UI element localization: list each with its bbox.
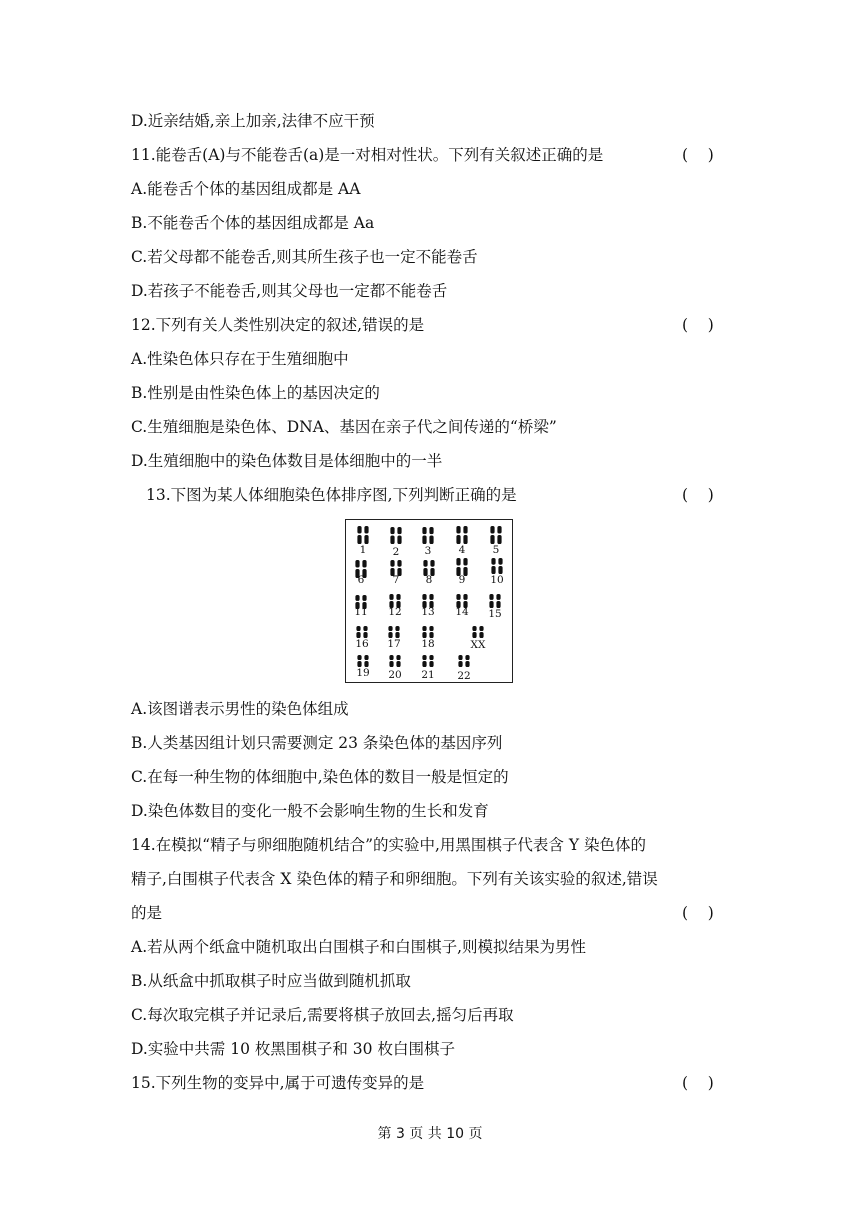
option-line: D.实验中共需 10 枚黑围棋子和 30 枚白围棋子 [131,1040,455,1058]
chromosome-label: 5 [492,544,500,556]
chromosome-label: 14 [455,606,469,618]
answer-blank: ( ) [682,904,714,922]
chromosome-arm [422,655,426,660]
chromosome-arm [362,595,366,601]
question-14-stem-cont: 的是 [131,904,163,922]
chromosome-label: 15 [488,608,502,620]
chromosome-label: 8 [425,574,433,586]
chromosome-pair [422,626,433,638]
chromosome-arm [397,527,401,534]
chromosome-pair [357,526,368,544]
option-line: B.从纸盒中抓取棋子时应当做到随机抓取 [131,972,411,990]
chromosome-label: 19 [356,667,370,679]
chromosome-pair [456,526,467,544]
chromosome-arm [489,594,493,600]
chromosome-arm [396,594,400,600]
chromosome-arm [364,535,368,544]
option-line: A.性染色体只存在于生殖细胞中 [131,350,349,368]
chromosome-arm [472,626,476,631]
chromosome-arm [458,661,462,667]
chromosome-arm [496,601,500,608]
question-12-stem: 12.下列有关人类性别决定的叙述,错误的是 [131,316,425,334]
option-line: D.生殖细胞中的染色体数目是体细胞中的一半 [131,452,443,470]
answer-blank: ( ) [682,486,714,504]
chromosome-arm [422,626,426,631]
chromosome-label: 9 [458,574,466,586]
chromosome-label: 18 [421,638,435,650]
chromosome-arm [498,558,502,565]
chromosome-label: XX [470,639,486,651]
option-line: A.能卷舌个体的基因组成都是 AA [131,180,361,198]
chromosome-label: 3 [424,545,432,557]
chromosome-arm [490,526,494,534]
chromosome-arm [465,661,469,667]
chromosome-arm [390,536,394,545]
chromosome-arm [355,595,359,601]
chromosome-arm [395,626,399,631]
chromosome-arm [429,655,433,660]
chromosome-arm [456,535,460,544]
chromosome-pair [422,655,433,667]
chromosome-arm [491,558,495,565]
chromosome-arm [497,526,501,534]
question-11-stem: 11.能卷舌(A)与不能卷舌(a)是一对相对性状。下列有关叙述正确的是 [131,146,604,164]
answer-blank: ( ) [682,1074,714,1092]
option-line: A.该图谱表示男性的染色体组成 [131,700,349,718]
chromosome-label: 11 [354,606,368,618]
chromosome-arm [357,526,361,534]
chromosome-arm [356,626,360,631]
chromosome-arm [496,594,500,600]
chromosome-arm [498,566,502,574]
chromosome-arm [357,655,361,660]
chromosome-arm [490,535,494,544]
chromosome-pair [356,626,367,638]
chromosome-arm [430,560,434,567]
answer-blank: ( ) [682,316,714,334]
chromosome-label: 10 [490,574,504,586]
chromosome-pair [458,655,469,667]
chromosome-pair [422,527,433,544]
chromosome-arm [472,632,476,638]
chromosome-arm [396,655,400,660]
question-14-stem: 14.在模拟“精子与卵细胞随机结合”的实验中,用黑围棋子代表含 Y 染色体的 [131,836,647,854]
option-line: C.生殖细胞是染色体、DNA、基因在亲子代之间传递的“桥梁” [131,418,557,436]
option-line: B.不能卷舌个体的基因组成都是 Aa [131,214,375,232]
chromosome-arm [422,527,426,534]
chromosome-arm [364,526,368,534]
chromosome-arm [355,560,359,568]
chromosome-label: 2 [392,546,400,558]
chromosome-arm [429,626,433,631]
option-line: D.近亲结婚,亲上加亲,法律不应干预 [131,112,375,130]
chromosome-label: 13 [421,606,435,618]
chromosome-pair [389,655,400,667]
chromosome-pair [357,655,368,667]
chromosome-label: 12 [388,606,402,618]
chromosome-label: 20 [388,669,402,681]
question-13-stem: 13.下图为某人体细胞染色体排序图,下列判断正确的是 [146,486,517,504]
chromosome-arm [429,594,433,600]
chromosome-arm [429,527,433,534]
chromosome-label: 1 [359,544,367,556]
option-line: A.若从两个纸盒中随机取出白围棋子和白围棋子,则模拟结果为男性 [131,938,587,956]
chromosome-arm [362,560,366,568]
chromosome-arm [489,601,493,608]
chromosome-arm [389,594,393,600]
question-15-stem: 15.下列生物的变异中,属于可遗传变异的是 [131,1074,425,1092]
chromosome-arm [465,655,469,660]
chromosome-arm [422,536,426,545]
chromosome-arm [456,594,460,600]
chromosome-arm [357,535,361,544]
chromosome-arm [389,661,393,667]
karyotype-figure [345,519,513,683]
chromosome-label: 16 [355,638,369,650]
option-line: C.每次取完棋子并记录后,需要将棋子放回去,摇匀后再取 [131,1006,514,1024]
chromosome-arm [463,535,467,544]
chromosome-arm [429,661,433,667]
chromosome-arm [422,594,426,600]
chromosome-arm [456,526,460,534]
chromosome-arm [363,626,367,631]
chromosome-label: 21 [421,669,435,681]
chromosome-arm [364,655,368,660]
option-line: C.若父母都不能卷舌,则其所生孩子也一定不能卷舌 [131,248,478,266]
chromosome-arm [456,558,460,566]
chromosome-label: 22 [457,670,471,681]
chromosome-label: 7 [392,574,400,586]
chromosome-arm [389,655,393,660]
chromosome-arm [396,661,400,667]
page-footer: 第 3 页 共 10 页 [377,1126,483,1142]
option-line: B.人类基因组计划只需要测定 23 条染色体的基因序列 [131,734,503,752]
answer-blank: ( ) [682,146,714,164]
chromosome-arm [423,560,427,567]
chromosome-label: 17 [387,638,401,650]
chromosome-pair [489,594,500,608]
chromosome-arm [479,632,483,638]
chromosome-arm [388,626,392,631]
chromosome-pair [472,626,483,638]
chromosome-pair [390,527,401,544]
chromosome-pair [491,558,502,574]
chromosome-pair [388,626,399,638]
chromosome-arm [390,527,394,534]
chromosome-arm [458,655,462,660]
option-line: D.若孩子不能卷舌,则其父母也一定都不能卷舌 [131,282,448,300]
option-line: C.在每一种生物的体细胞中,染色体的数目一般是恒定的 [131,768,509,786]
chromosome-arm [463,558,467,566]
option-line: D.染色体数目的变化一般不会影响生物的生长和发育 [131,802,489,820]
chromosome-label: 6 [357,574,365,586]
chromosome-arm [390,560,394,567]
option-line: B.性别是由性染色体上的基因决定的 [131,384,380,402]
chromosome-arm [479,626,483,631]
chromosome-arm [491,566,495,574]
chromosome-arm [463,526,467,534]
chromosome-arm [397,536,401,545]
chromosome-arm [463,594,467,600]
chromosome-arm [497,535,501,544]
chromosome-pair [490,526,501,544]
chromosome-arm [429,536,433,545]
question-14-stem-cont: 精子,白围棋子代表含 X 染色体的精子和卵细胞。下列有关该实验的叙述,错误 [131,870,658,888]
chromosome-arm [397,560,401,567]
chromosome-arm [422,661,426,667]
chromosome-label: 4 [458,544,466,556]
